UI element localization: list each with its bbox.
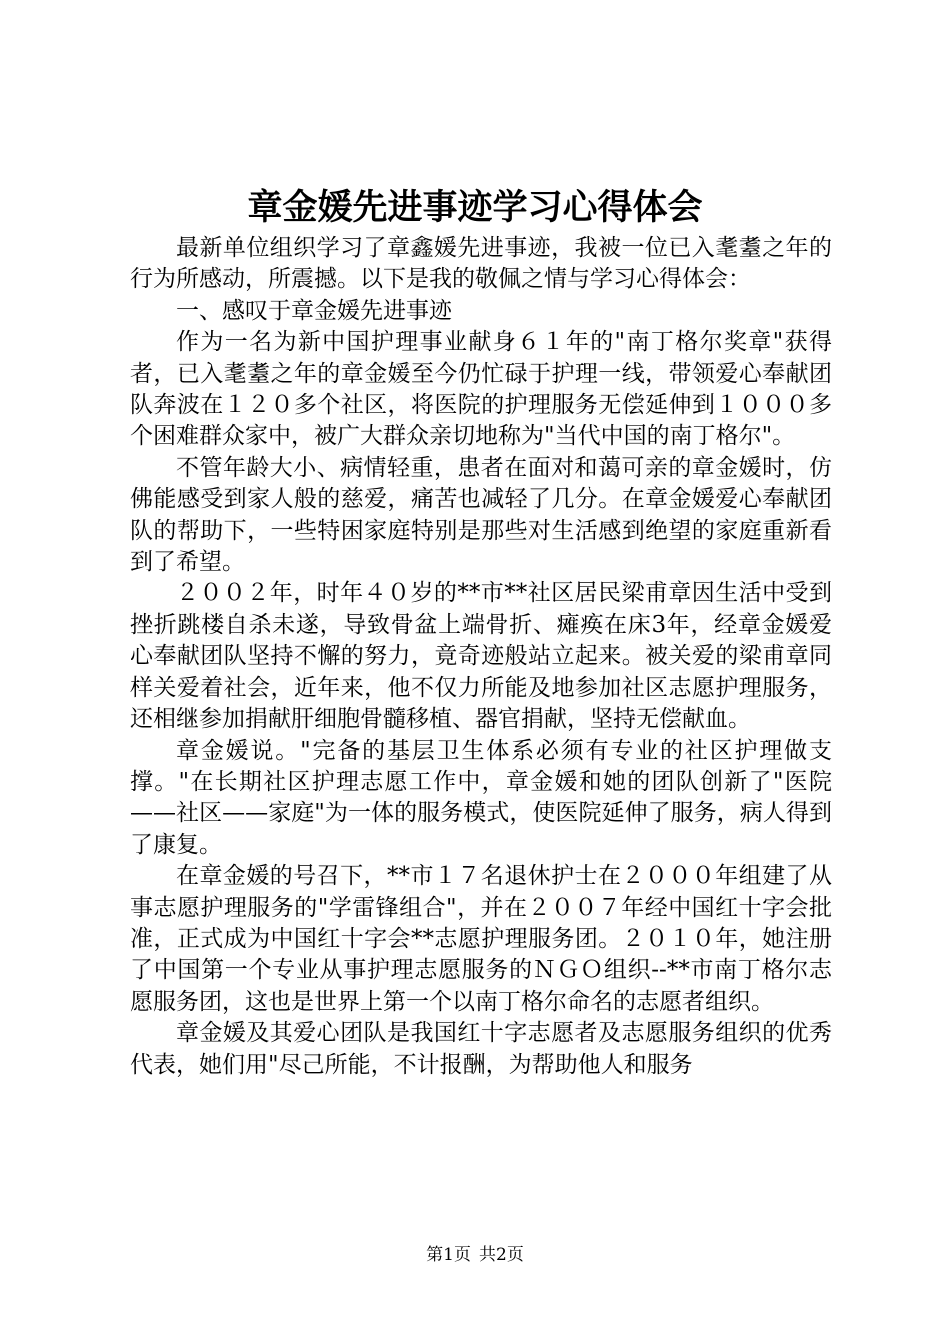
page-total: 共2页 xyxy=(479,1245,524,1265)
paragraph: 在章金媛的号召下，**市１７名退休护士在２０００年组建了从事志愿护理服务的"学雷锋组合"，并在２００７年经中国红十字会批准，正式成为中国红十字会**志愿护理服务团。２０１０年，她注册了中国第一个专业从事护理志愿服务的ＮＧＯ组织--**市南丁格尔志愿服务团，这也是世界上第一个以南丁格尔命名的志愿者组织。 xyxy=(130,863,832,1015)
page-footer xyxy=(0,1244,950,1266)
paragraph: 不管年龄大小、病情轻重，患者在面对和蔼可亲的章金媛时，仿佛能感受到家人般的慈爱，痛苦也减轻了几分。在章金媛爱心奉献团队的帮助下，一些特困家庭特别是那些对生活感到绝望的家庭重新看到了希望。 xyxy=(130,454,832,576)
paragraph-intro: 最新单位组织学习了章鑫媛先进事迹，我被一位已入耄耋之年的行为所感动，所震撼。以下是我的敬佩之情与学习心得体会： xyxy=(130,235,832,293)
document-title: 章金媛先进事迹学习心得体会 xyxy=(247,187,703,228)
paragraph: ２００２年，时年４０岁的**市**社区居民梁甫章因生活中受到挫折跳楼自杀未遂，导致骨盆上端骨折、瘫痪在床3年，经章金媛爱心奉献团队坚持不懈的努力，竟奇迹般站立起来。被关爱的梁甫章同样关爱着社会，近年来，他不仅力所能及地参加社区志愿护理服务，还相继参加捐献肝细胞骨髓移植、器官捐献，坚持无偿献血。 xyxy=(130,580,832,733)
paragraph: 作为一名为新中国护理事业献身６１年的"南丁格尔奖章"获得者，已入耄耋之年的章金媛至今仍忙碌于护理一线，带领爱心奉献团队奔波在１２０多个社区，将医院的护理服务无偿延伸到１０００多个困难群众家中，被广大群众亲切地称为"当代中国的南丁格尔"。 xyxy=(130,329,832,450)
paragraph: 章金媛及其爱心团队是我国红十字志愿者及志愿服务组织的优秀代表，她们用"尽己所能，不计报酬，为帮助他人和服务 xyxy=(130,1020,832,1078)
paragraph: 章金媛说。"完备的基层卫生体系必须有专业的社区护理做支撑。"在长期社区护理志愿工作中，章金媛和她的团队创新了"医院——社区——家庭"为一体的服务模式，使医院延伸了服务，病人得到了康复。 xyxy=(130,737,832,858)
page-number: 第1页 xyxy=(426,1245,471,1265)
document-body xyxy=(130,233,832,1081)
section-heading: 一、感叹于章金媛先进事迹 xyxy=(176,297,452,324)
